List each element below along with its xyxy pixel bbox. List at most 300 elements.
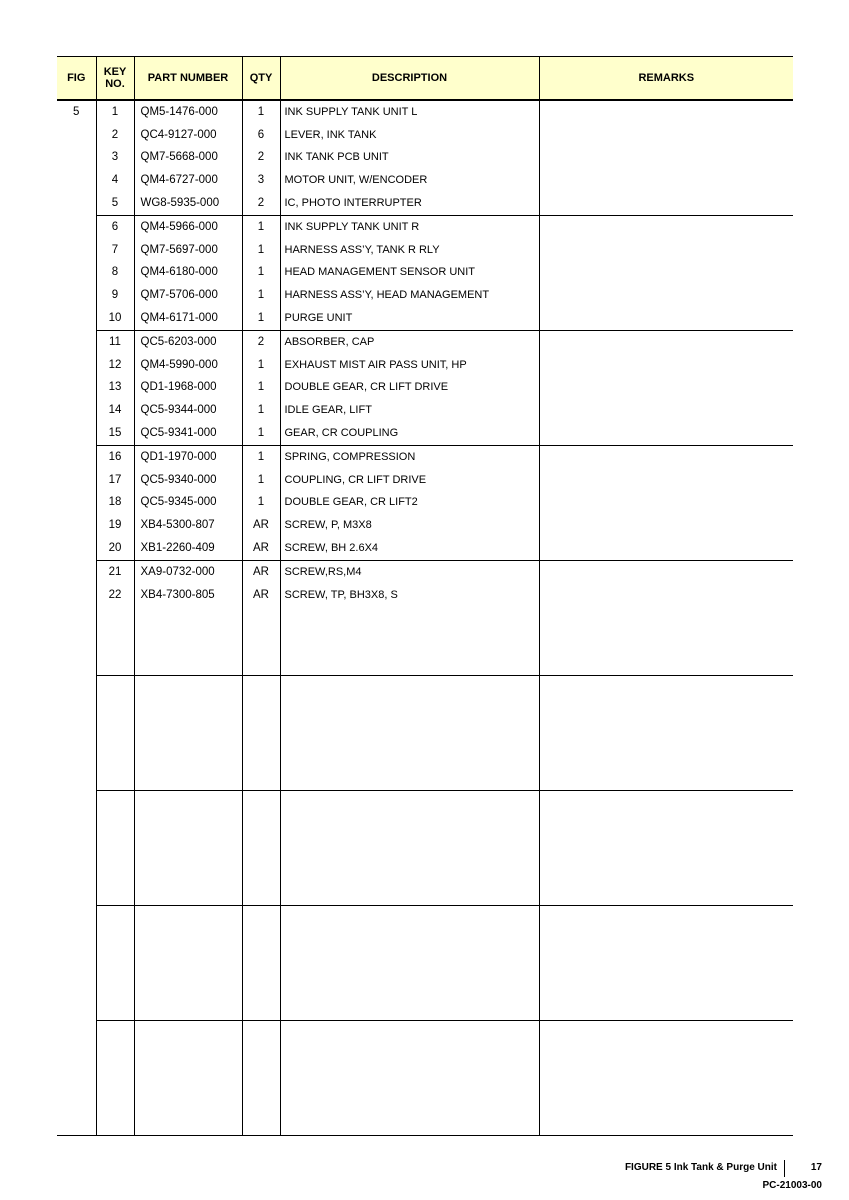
cell-description xyxy=(280,814,539,837)
cell-part-number: QC5-9341-000 xyxy=(134,422,242,445)
cell-key-no xyxy=(96,607,134,630)
cell-part-number: XA9-0732-000 xyxy=(134,560,242,583)
cell-description: INK SUPPLY TANK UNIT L xyxy=(280,100,539,124)
table-row-empty xyxy=(57,722,793,745)
cell-description xyxy=(280,997,539,1020)
cell-qty: 1 xyxy=(242,445,280,468)
cell-key-no: 7 xyxy=(96,239,134,262)
cell-key-no xyxy=(96,1112,134,1135)
cell-key-no xyxy=(96,974,134,997)
cell-remarks xyxy=(539,469,793,492)
cell-remarks xyxy=(539,790,793,813)
cell-key-no xyxy=(96,722,134,745)
cell-description: INK SUPPLY TANK UNIT R xyxy=(280,215,539,238)
cell-key-no xyxy=(96,1044,134,1067)
header-part-number: PART NUMBER xyxy=(134,57,242,101)
table-row xyxy=(57,124,793,147)
cell-fig xyxy=(57,445,96,468)
cell-remarks xyxy=(539,859,793,882)
cell-fig xyxy=(57,997,96,1020)
cell-qty xyxy=(242,1112,280,1135)
cell-qty xyxy=(242,814,280,837)
cell-fig xyxy=(57,284,96,307)
cell-remarks xyxy=(539,814,793,837)
cell-qty xyxy=(242,974,280,997)
cell-description xyxy=(280,1020,539,1043)
cell-qty xyxy=(242,629,280,652)
cell-qty xyxy=(242,767,280,790)
cell-key-no xyxy=(96,951,134,974)
cell-part-number: QM7-5668-000 xyxy=(134,147,242,170)
cell-fig xyxy=(57,607,96,630)
header-description: DESCRIPTION xyxy=(280,57,539,101)
cell-part-number xyxy=(134,607,242,630)
cell-remarks xyxy=(539,239,793,262)
cell-qty xyxy=(242,859,280,882)
cell-description: EXHAUST MIST AIR PASS UNIT, HP xyxy=(280,354,539,377)
cell-key-no: 1 xyxy=(96,100,134,124)
cell-qty xyxy=(242,929,280,952)
cell-part-number xyxy=(134,1066,242,1089)
cell-description xyxy=(280,1066,539,1089)
header-fig: FIG xyxy=(57,57,96,101)
table-row xyxy=(57,330,793,353)
cell-key-no: 12 xyxy=(96,354,134,377)
table-row xyxy=(57,377,793,400)
cell-key-no xyxy=(96,652,134,675)
cell-remarks xyxy=(539,147,793,170)
table-row xyxy=(57,422,793,445)
cell-fig: 5 xyxy=(57,100,96,124)
cell-key-no xyxy=(96,1066,134,1089)
cell-key-no: 5 xyxy=(96,192,134,215)
cell-remarks xyxy=(539,192,793,215)
table-row xyxy=(57,354,793,377)
cell-fig xyxy=(57,905,96,928)
cell-qty xyxy=(242,997,280,1020)
cell-remarks xyxy=(539,215,793,238)
cell-description xyxy=(280,744,539,767)
cell-remarks xyxy=(539,262,793,285)
cell-remarks xyxy=(539,399,793,422)
table-row-empty xyxy=(57,607,793,630)
cell-part-number xyxy=(134,767,242,790)
cell-qty: 1 xyxy=(242,100,280,124)
table-row-empty xyxy=(57,905,793,928)
table-row-empty xyxy=(57,837,793,860)
cell-key-no xyxy=(96,882,134,905)
cell-key-no xyxy=(96,790,134,813)
cell-description xyxy=(280,905,539,928)
cell-part-number xyxy=(134,997,242,1020)
footer-page-number: 17 xyxy=(810,1162,822,1173)
cell-fig xyxy=(57,652,96,675)
cell-remarks xyxy=(539,169,793,192)
cell-remarks xyxy=(539,284,793,307)
cell-remarks xyxy=(539,560,793,583)
cell-part-number xyxy=(134,722,242,745)
cell-qty: 1 xyxy=(242,377,280,400)
cell-description xyxy=(280,929,539,952)
table-row xyxy=(57,100,793,124)
cell-fig xyxy=(57,584,96,607)
cell-key-no: 9 xyxy=(96,284,134,307)
cell-fig xyxy=(57,377,96,400)
cell-qty xyxy=(242,652,280,675)
cell-qty: 2 xyxy=(242,192,280,215)
cell-description xyxy=(280,675,539,698)
cell-description xyxy=(280,629,539,652)
cell-part-number xyxy=(134,790,242,813)
cell-qty: 6 xyxy=(242,124,280,147)
header-key-line1: KEY xyxy=(103,66,127,78)
cell-remarks xyxy=(539,1044,793,1067)
cell-key-no xyxy=(96,905,134,928)
table-row-empty xyxy=(57,767,793,790)
table-row xyxy=(57,284,793,307)
cell-fig xyxy=(57,814,96,837)
cell-fig xyxy=(57,929,96,952)
cell-remarks xyxy=(539,607,793,630)
cell-remarks xyxy=(539,767,793,790)
cell-qty: AR xyxy=(242,514,280,537)
table-row xyxy=(57,584,793,607)
cell-key-no xyxy=(96,629,134,652)
cell-description xyxy=(280,837,539,860)
cell-qty: 1 xyxy=(242,284,280,307)
table-row-empty xyxy=(57,929,793,952)
cell-remarks xyxy=(539,837,793,860)
cell-fig xyxy=(57,699,96,722)
cell-key-no: 13 xyxy=(96,377,134,400)
cell-description: SCREW,RS,M4 xyxy=(280,560,539,583)
cell-part-number xyxy=(134,1089,242,1112)
cell-description xyxy=(280,1044,539,1067)
cell-part-number xyxy=(134,974,242,997)
cell-description xyxy=(280,790,539,813)
cell-part-number xyxy=(134,699,242,722)
cell-remarks xyxy=(539,1089,793,1112)
cell-key-no: 18 xyxy=(96,492,134,515)
table-row xyxy=(57,514,793,537)
cell-description xyxy=(280,1089,539,1112)
cell-remarks xyxy=(539,307,793,330)
cell-qty xyxy=(242,790,280,813)
cell-remarks xyxy=(539,722,793,745)
cell-part-number: QC5-6203-000 xyxy=(134,330,242,353)
header-remarks: REMARKS xyxy=(539,57,793,101)
cell-remarks xyxy=(539,744,793,767)
header-key-no xyxy=(96,57,134,101)
table-row-empty xyxy=(57,974,793,997)
cell-description xyxy=(280,1112,539,1135)
table-row xyxy=(57,399,793,422)
cell-qty xyxy=(242,1044,280,1067)
cell-fig xyxy=(57,882,96,905)
cell-part-number xyxy=(134,629,242,652)
cell-part-number: QD1-1970-000 xyxy=(134,445,242,468)
cell-remarks xyxy=(539,330,793,353)
cell-part-number: XB1-2260-409 xyxy=(134,537,242,560)
cell-qty xyxy=(242,951,280,974)
cell-part-number: QM4-5966-000 xyxy=(134,215,242,238)
cell-key-no: 6 xyxy=(96,215,134,238)
cell-description: HEAD MANAGEMENT SENSOR UNIT xyxy=(280,262,539,285)
cell-description: DOUBLE GEAR, CR LIFT DRIVE xyxy=(280,377,539,400)
cell-description xyxy=(280,652,539,675)
cell-qty xyxy=(242,675,280,698)
table-row-empty xyxy=(57,882,793,905)
cell-part-number xyxy=(134,859,242,882)
cell-description: IDLE GEAR, LIFT xyxy=(280,399,539,422)
cell-fig xyxy=(57,399,96,422)
cell-description xyxy=(280,974,539,997)
cell-fig xyxy=(57,262,96,285)
cell-description: SPRING, COMPRESSION xyxy=(280,445,539,468)
cell-qty xyxy=(242,882,280,905)
cell-fig xyxy=(57,675,96,698)
cell-part-number: QM4-6727-000 xyxy=(134,169,242,192)
cell-remarks xyxy=(539,1020,793,1043)
cell-fig xyxy=(57,239,96,262)
table-row xyxy=(57,262,793,285)
table-row-empty xyxy=(57,629,793,652)
cell-remarks xyxy=(539,537,793,560)
cell-fig xyxy=(57,722,96,745)
cell-description: GEAR, CR COUPLING xyxy=(280,422,539,445)
cell-part-number: QM7-5697-000 xyxy=(134,239,242,262)
cell-key-no: 4 xyxy=(96,169,134,192)
table-row xyxy=(57,215,793,238)
cell-part-number: QD1-1968-000 xyxy=(134,377,242,400)
table-row xyxy=(57,445,793,468)
cell-fig xyxy=(57,951,96,974)
table-row xyxy=(57,307,793,330)
footer-separator xyxy=(784,1160,785,1177)
table-row-empty xyxy=(57,1089,793,1112)
cell-fig xyxy=(57,744,96,767)
cell-remarks xyxy=(539,124,793,147)
cell-part-number: QM4-5990-000 xyxy=(134,354,242,377)
cell-key-no xyxy=(96,744,134,767)
cell-qty xyxy=(242,837,280,860)
cell-description xyxy=(280,767,539,790)
cell-qty xyxy=(242,722,280,745)
cell-qty: 1 xyxy=(242,422,280,445)
cell-remarks xyxy=(539,1112,793,1135)
cell-fig xyxy=(57,147,96,170)
cell-qty: 1 xyxy=(242,307,280,330)
cell-key-no: 15 xyxy=(96,422,134,445)
cell-qty: 1 xyxy=(242,262,280,285)
cell-part-number xyxy=(134,744,242,767)
table-row-empty xyxy=(57,1044,793,1067)
cell-qty: 3 xyxy=(242,169,280,192)
cell-description: IC, PHOTO INTERRUPTER xyxy=(280,192,539,215)
cell-description: SCREW, TP, BH3X8, S xyxy=(280,584,539,607)
cell-part-number: XB4-5300-807 xyxy=(134,514,242,537)
cell-description: SCREW, P, M3X8 xyxy=(280,514,539,537)
table-row xyxy=(57,169,793,192)
cell-remarks xyxy=(539,422,793,445)
cell-key-no: 2 xyxy=(96,124,134,147)
parts-table xyxy=(57,56,793,1136)
footer-figure-title: FIGURE 5 Ink Tank & Purge Unit xyxy=(624,1162,777,1173)
cell-qty: 1 xyxy=(242,239,280,262)
cell-key-no xyxy=(96,767,134,790)
cell-qty: 2 xyxy=(242,147,280,170)
cell-description: PURGE UNIT xyxy=(280,307,539,330)
table-row-empty xyxy=(57,675,793,698)
cell-description: LEVER, INK TANK xyxy=(280,124,539,147)
cell-description: SCREW, BH 2.6X4 xyxy=(280,537,539,560)
cell-fig xyxy=(57,492,96,515)
cell-key-no xyxy=(96,675,134,698)
cell-part-number: QC5-9344-000 xyxy=(134,399,242,422)
cell-remarks xyxy=(539,905,793,928)
cell-part-number: WG8-5935-000 xyxy=(134,192,242,215)
cell-key-no: 19 xyxy=(96,514,134,537)
table-row xyxy=(57,537,793,560)
cell-remarks xyxy=(539,951,793,974)
cell-part-number xyxy=(134,905,242,928)
cell-fig xyxy=(57,422,96,445)
cell-remarks xyxy=(539,997,793,1020)
cell-part-number: QC4-9127-000 xyxy=(134,124,242,147)
cell-part-number: QM4-6180-000 xyxy=(134,262,242,285)
cell-qty xyxy=(242,744,280,767)
table-header-row xyxy=(57,57,793,101)
cell-remarks xyxy=(539,675,793,698)
cell-key-no: 20 xyxy=(96,537,134,560)
cell-part-number xyxy=(134,929,242,952)
cell-remarks xyxy=(539,929,793,952)
cell-part-number xyxy=(134,675,242,698)
table-row xyxy=(57,239,793,262)
cell-qty xyxy=(242,1020,280,1043)
cell-remarks xyxy=(539,652,793,675)
table-row-empty xyxy=(57,951,793,974)
cell-fig xyxy=(57,124,96,147)
cell-part-number xyxy=(134,882,242,905)
table-row-empty xyxy=(57,814,793,837)
cell-key-no xyxy=(96,1089,134,1112)
cell-description: INK TANK PCB UNIT xyxy=(280,147,539,170)
cell-fig xyxy=(57,537,96,560)
cell-part-number: QM7-5706-000 xyxy=(134,284,242,307)
cell-qty xyxy=(242,1089,280,1112)
cell-remarks xyxy=(539,377,793,400)
cell-qty xyxy=(242,1066,280,1089)
cell-qty: 2 xyxy=(242,330,280,353)
cell-remarks xyxy=(539,699,793,722)
cell-key-no xyxy=(96,859,134,882)
table-row xyxy=(57,492,793,515)
table-row-empty xyxy=(57,1066,793,1089)
cell-key-no: 11 xyxy=(96,330,134,353)
cell-fig xyxy=(57,1089,96,1112)
cell-qty: 1 xyxy=(242,469,280,492)
footer-doc-number: PC-21003-00 xyxy=(762,1180,822,1191)
cell-fig xyxy=(57,974,96,997)
header-key-line2: NO. xyxy=(105,78,125,90)
cell-part-number xyxy=(134,652,242,675)
cell-description: COUPLING, CR LIFT DRIVE xyxy=(280,469,539,492)
parts-table-body xyxy=(57,100,793,1135)
cell-description: ABSORBER, CAP xyxy=(280,330,539,353)
cell-key-no: 22 xyxy=(96,584,134,607)
cell-fig xyxy=(57,629,96,652)
cell-description xyxy=(280,859,539,882)
cell-remarks xyxy=(539,445,793,468)
cell-description: HARNESS ASS’Y, HEAD MANAGEMENT xyxy=(280,284,539,307)
cell-part-number: QM4-6171-000 xyxy=(134,307,242,330)
table-row-empty xyxy=(57,652,793,675)
table-row-empty xyxy=(57,997,793,1020)
cell-qty xyxy=(242,905,280,928)
cell-fig xyxy=(57,859,96,882)
cell-key-no: 10 xyxy=(96,307,134,330)
cell-part-number xyxy=(134,1020,242,1043)
cell-fig xyxy=(57,767,96,790)
cell-qty: AR xyxy=(242,584,280,607)
cell-remarks xyxy=(539,100,793,124)
cell-part-number: QM5-1476-000 xyxy=(134,100,242,124)
cell-fig xyxy=(57,560,96,583)
cell-part-number xyxy=(134,837,242,860)
table-row xyxy=(57,469,793,492)
cell-description xyxy=(280,699,539,722)
header-qty: QTY xyxy=(242,57,280,101)
cell-qty: 1 xyxy=(242,215,280,238)
cell-qty: 1 xyxy=(242,492,280,515)
cell-remarks xyxy=(539,354,793,377)
cell-remarks xyxy=(539,882,793,905)
cell-fig xyxy=(57,1020,96,1043)
cell-fig xyxy=(57,307,96,330)
cell-key-no: 3 xyxy=(96,147,134,170)
cell-fig xyxy=(57,215,96,238)
cell-fig xyxy=(57,1066,96,1089)
cell-fig xyxy=(57,354,96,377)
cell-key-no: 21 xyxy=(96,560,134,583)
cell-fig xyxy=(57,1044,96,1067)
cell-description xyxy=(280,607,539,630)
table-row-empty xyxy=(57,699,793,722)
cell-description xyxy=(280,882,539,905)
cell-qty xyxy=(242,699,280,722)
cell-fig xyxy=(57,1112,96,1135)
cell-qty: 1 xyxy=(242,354,280,377)
cell-key-no xyxy=(96,699,134,722)
table-row xyxy=(57,560,793,583)
cell-remarks xyxy=(539,584,793,607)
cell-key-no: 17 xyxy=(96,469,134,492)
table-row-empty xyxy=(57,859,793,882)
cell-key-no xyxy=(96,997,134,1020)
cell-part-number xyxy=(134,951,242,974)
cell-key-no: 16 xyxy=(96,445,134,468)
cell-description: DOUBLE GEAR, CR LIFT2 xyxy=(280,492,539,515)
cell-remarks xyxy=(539,514,793,537)
table-row xyxy=(57,192,793,215)
cell-description: MOTOR UNIT, W/ENCODER xyxy=(280,169,539,192)
cell-qty: AR xyxy=(242,560,280,583)
cell-description: HARNESS ASS’Y, TANK R RLY xyxy=(280,239,539,262)
cell-key-no xyxy=(96,814,134,837)
cell-qty: AR xyxy=(242,537,280,560)
cell-fig xyxy=(57,169,96,192)
